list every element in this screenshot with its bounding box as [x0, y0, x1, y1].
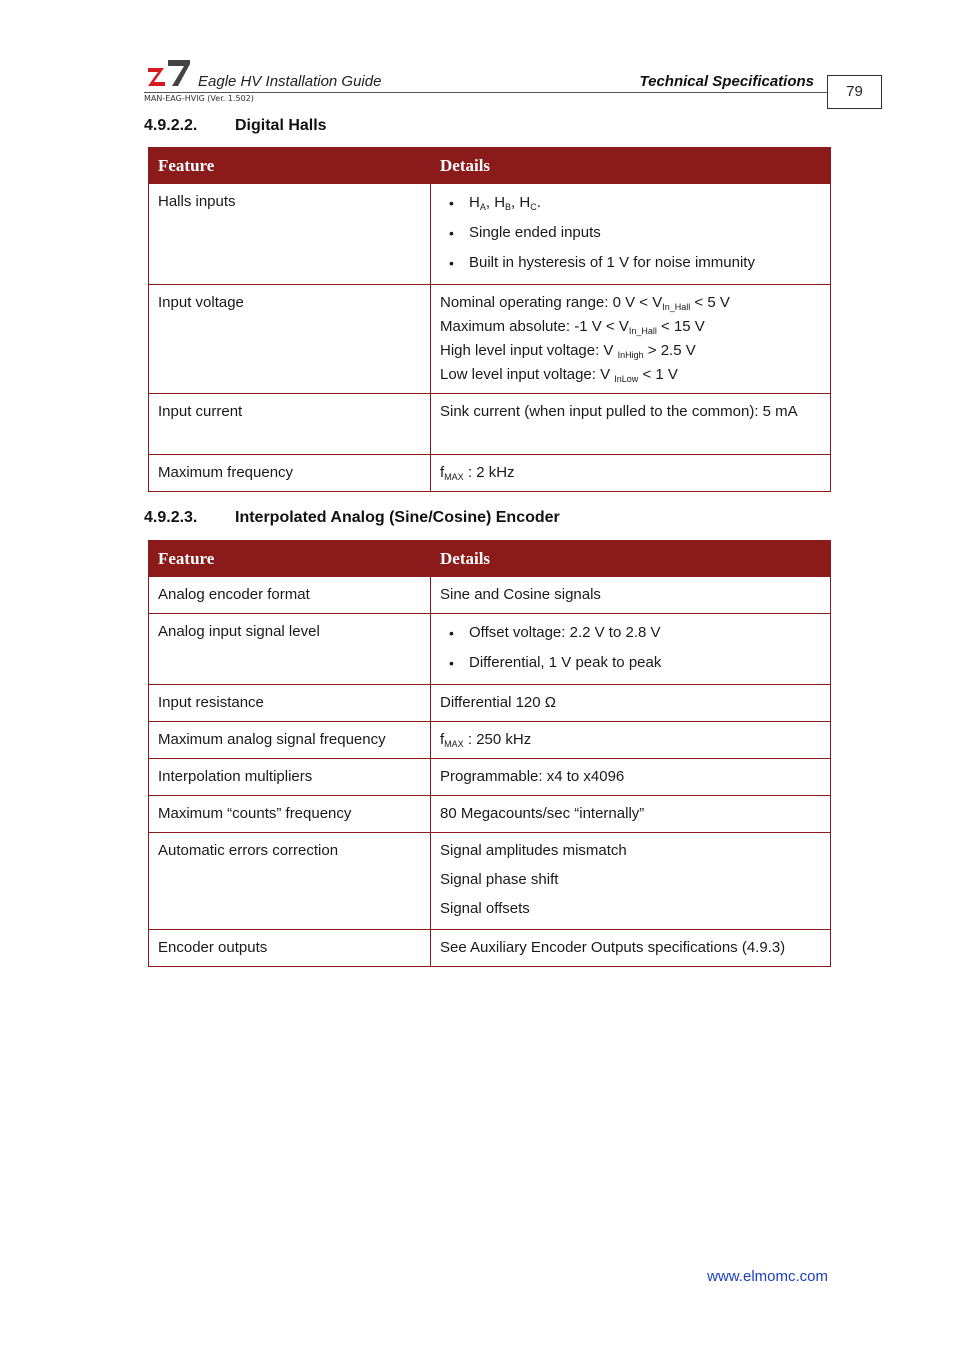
list-item: • Differential, 1 V peak to peak: [469, 648, 821, 678]
details-cell: Sine and Cosine signals: [431, 577, 831, 614]
section-heading-analog-encoder: [144, 509, 560, 527]
feature-cell: Interpolation multipliers: [149, 759, 431, 796]
details-cell: [431, 833, 831, 930]
table-row: [149, 930, 831, 967]
section-number: 4.9.2.2.: [144, 117, 198, 134]
digital-halls-table: [148, 147, 831, 492]
column-header-feature: Feature: [149, 541, 431, 577]
list-item: • Offset voltage: 2.2 V to 2.8 V: [469, 618, 821, 648]
column-header-details: Details: [431, 541, 831, 577]
column-header-feature: Feature: [149, 148, 431, 184]
feature-cell: Analog encoder format: [149, 577, 431, 614]
feature-cell: Automatic errors correction: [149, 833, 431, 930]
table-header-row: [149, 541, 831, 577]
table-row: [149, 577, 831, 614]
details-cell: Programmable: x4 to x4096: [431, 759, 831, 796]
details-cell: [431, 285, 831, 394]
document-version: MAN-EAG-HVIG (Ver. 1.502): [144, 94, 254, 103]
section-title: Digital Halls: [235, 117, 327, 134]
header-divider: [144, 92, 827, 93]
details-cell: $f_{MAX}$ : 2 kHz: [431, 455, 831, 492]
table-row: [149, 796, 831, 833]
detail-line: Signal offsets: [440, 900, 530, 917]
table-row: [149, 614, 831, 685]
details-cell: $f_{MAX}$ : 250 kHz: [431, 722, 831, 759]
section-heading-digital-halls: [144, 117, 327, 135]
detail-line: Nominal operating range: 0 $V < V_{In\_Hall} < 5$ V: [440, 294, 730, 312]
feature-cell: Maximum analog signal frequency: [149, 722, 431, 759]
feature-cell: Maximum frequency: [149, 455, 431, 492]
page-number: 79: [827, 75, 882, 109]
feature-cell: Maximum “counts” frequency: [149, 796, 431, 833]
section-number: 4.9.2.3.: [144, 509, 198, 526]
chapter-title: Technical Specifications: [639, 73, 814, 90]
feature-cell: Analog input signal level: [149, 614, 431, 685]
list-item: • Built in hysteresis of 1 V for noise immunity: [469, 248, 821, 278]
analog-encoder-table: [148, 540, 831, 967]
list-item: • $H_A$, $H_B$, $H_C$.: [469, 188, 821, 218]
table-header-row: [149, 148, 831, 184]
table-row: [149, 184, 831, 285]
bullet-list: [440, 188, 821, 278]
table-row: [149, 833, 831, 930]
table-row: [149, 285, 831, 394]
details-cell: [431, 184, 831, 285]
details-cell: See Auxiliary Encoder Outputs specifications (4.9.3): [431, 930, 831, 967]
section-title: Interpolated Analog (Sine/Cosine) Encoder: [235, 509, 560, 526]
table-row: [149, 455, 831, 492]
table-row: [149, 722, 831, 759]
table-row: [149, 685, 831, 722]
detail-line: Maximum absolute: -1 $V < V_{In\_Hall} < 15$ V: [440, 318, 705, 336]
feature-cell: Input resistance: [149, 685, 431, 722]
detail-line: Low level input voltage: V $_{InLow}$ < 1 V: [440, 366, 678, 384]
list-item: • Single ended inputs: [469, 218, 821, 248]
feature-cell: Halls inputs: [149, 184, 431, 285]
feature-cell: Input current: [149, 394, 431, 455]
table-row: [149, 759, 831, 796]
details-cell: 80 Megacounts/sec “internally”: [431, 796, 831, 833]
elmo-logo-icon: [148, 58, 190, 88]
feature-cell: Input voltage: [149, 285, 431, 394]
details-cell: Differential 120 Ω: [431, 685, 831, 722]
feature-cell: Encoder outputs: [149, 930, 431, 967]
bullet-list: [440, 618, 821, 678]
details-cell: [431, 614, 831, 685]
detail-line: High level input voltage: V $_{InHigh}$ > 2.5 V: [440, 342, 696, 360]
website-link[interactable]: www.elmomc.com: [707, 1268, 828, 1285]
column-header-details: Details: [431, 148, 831, 184]
details-cell: Sink current (when input pulled to the common): 5 mA: [431, 394, 831, 455]
table-row: [149, 394, 831, 455]
document-title: Eagle HV Installation Guide: [198, 73, 382, 90]
detail-line: Signal amplitudes mismatch: [440, 842, 627, 859]
detail-line: Signal phase shift: [440, 871, 559, 888]
